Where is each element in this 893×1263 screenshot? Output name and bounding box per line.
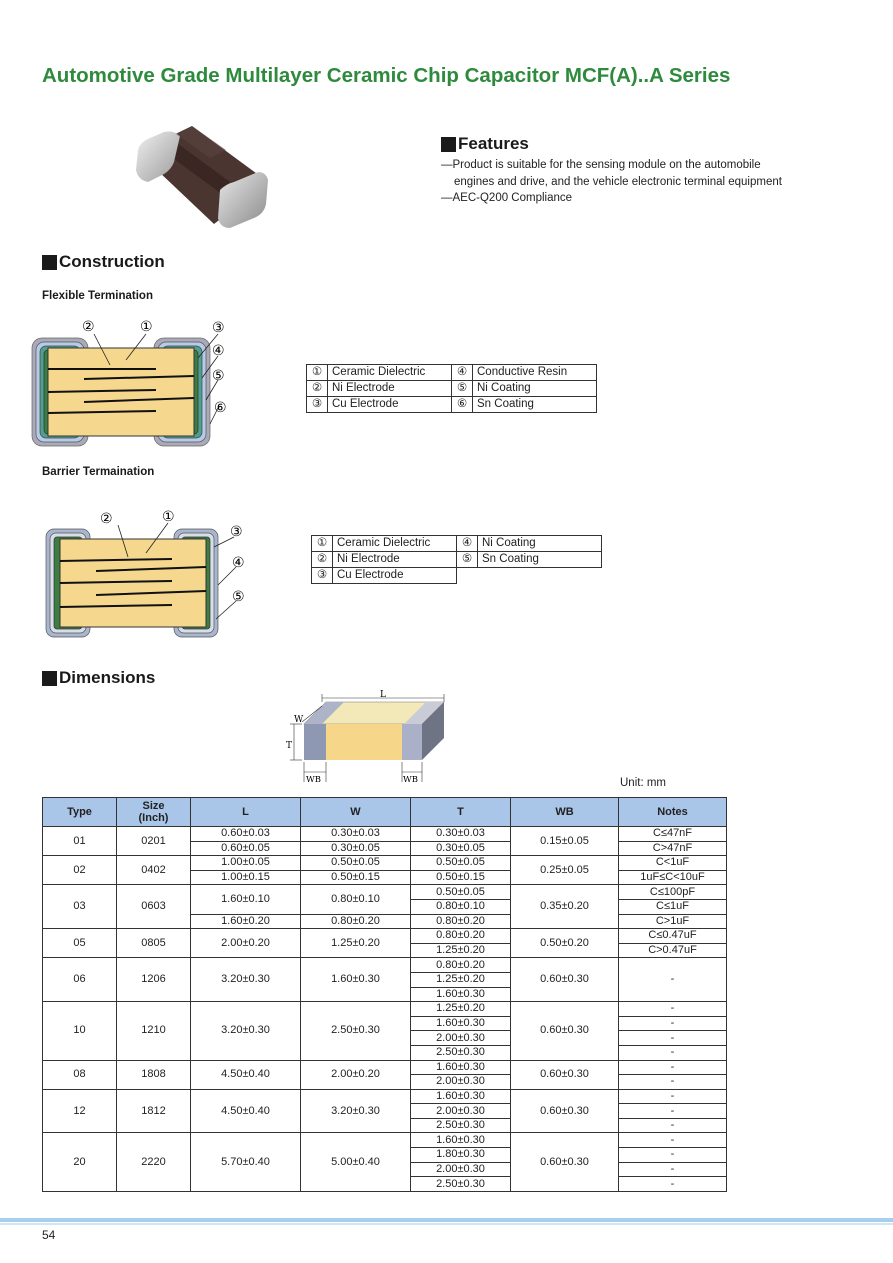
legend-row (307, 365, 597, 381)
column-header: T (411, 798, 511, 827)
table-cell: 3.20±0.30 (301, 1089, 411, 1133)
feature-item: engines and drive, and the vehicle electronic terminal equipment (454, 175, 782, 188)
table-cell: 0.30±0.03 (411, 827, 511, 842)
table-cell: 1.60±0.30 (411, 1060, 511, 1075)
table-cell: 0603 (117, 885, 191, 929)
table-cell: - (619, 1089, 727, 1104)
dimension-drawing (282, 688, 462, 788)
table-cell: 1.60±0.30 (301, 958, 411, 1002)
legend-number: ② (312, 552, 333, 568)
table-cell: 0.60±0.03 (191, 827, 301, 842)
marker-5: ⑤ (232, 589, 245, 605)
table-cell: - (619, 1148, 727, 1163)
marker-4: ④ (232, 555, 245, 571)
dim-label-WB-left: WB (306, 775, 321, 785)
page-number: 54 (42, 1228, 56, 1242)
marker-4: ④ (212, 343, 225, 359)
table-cell: 2.50±0.30 (411, 1118, 511, 1133)
legend-text: Ni Coating (478, 536, 602, 552)
dim-label-L: L (380, 690, 386, 700)
table-cell: 0.50±0.05 (411, 856, 511, 871)
table-cell: 1.00±0.05 (191, 856, 301, 871)
flexible-termination-diagram (28, 312, 243, 452)
marker-5: ⑤ (212, 368, 225, 384)
table-cell: 0.25±0.05 (511, 856, 619, 885)
table-cell: - (619, 1045, 727, 1060)
table-cell: 1.25±0.20 (411, 1002, 511, 1017)
table-cell: 2.00±0.20 (191, 929, 301, 958)
features-heading-text: Features (458, 134, 529, 153)
heading-square-icon (42, 671, 57, 686)
feature-item: —Product is suitable for the sensing module on the automobile (441, 159, 761, 171)
table-row (43, 856, 727, 871)
legend-text: Ceramic Dielectric (328, 365, 452, 381)
legend-number: ⑤ (452, 381, 473, 397)
table-cell: 20 (43, 1133, 117, 1191)
table-cell: C≤47nF (619, 827, 727, 842)
table-cell: 1.00±0.15 (191, 870, 301, 885)
table-cell: 1210 (117, 1002, 191, 1060)
table-cell: C>0.47uF (619, 943, 727, 958)
heading-square-icon (42, 255, 57, 270)
table-cell: - (619, 1118, 727, 1133)
table-cell: 1206 (117, 958, 191, 1002)
table-cell: 2.00±0.30 (411, 1031, 511, 1046)
column-header: Type (43, 798, 117, 827)
column-header: Size (Inch) (117, 798, 191, 827)
table-cell: 2.00±0.30 (411, 1162, 511, 1177)
table-cell: 06 (43, 958, 117, 1002)
table-cell: 0.30±0.03 (301, 827, 411, 842)
barrier-termination-diagram (40, 505, 255, 640)
table-cell: 1.60±0.10 (191, 885, 301, 914)
table-cell: 0.35±0.20 (511, 885, 619, 929)
table-cell: 4.50±0.40 (191, 1089, 301, 1133)
table-cell: 1.60±0.30 (411, 1089, 511, 1104)
legend-number: ③ (312, 568, 333, 584)
dim-label-T: T (286, 741, 293, 751)
table-cell: 0.50±0.15 (301, 870, 411, 885)
table-row (43, 1002, 727, 1017)
heading-square-icon (441, 137, 456, 152)
table-cell: 0.80±0.20 (411, 929, 511, 944)
legend-row (312, 568, 602, 584)
chip-capacitor-photo (130, 120, 270, 230)
table-cell: 0.50±0.15 (411, 870, 511, 885)
table-cell: 0.60±0.30 (511, 1133, 619, 1191)
table-cell: 2.50±0.30 (411, 1045, 511, 1060)
table-cell: 0201 (117, 827, 191, 856)
table-cell: 0.60±0.05 (191, 841, 301, 856)
barrier-termination-label: Barrier Termaination (42, 466, 155, 478)
legend-text: Ceramic Dielectric (333, 536, 457, 552)
legend-number: ④ (452, 365, 473, 381)
table-row (43, 885, 727, 900)
legend-row (312, 536, 602, 552)
legend-text: Ni Coating (473, 381, 597, 397)
legend-number: ⑥ (452, 397, 473, 413)
legend-row (307, 397, 597, 413)
legend-number: ⑤ (457, 552, 478, 568)
unit-label: Unit: mm (620, 777, 666, 789)
legend-text: Conductive Resin (473, 365, 597, 381)
table-cell: C<1uF (619, 856, 727, 871)
table-cell: 1.25±0.20 (301, 929, 411, 958)
legend-text: Ni Electrode (333, 552, 457, 568)
table-cell: 1.25±0.20 (411, 943, 511, 958)
table-cell: - (619, 1133, 727, 1148)
table-cell: 4.50±0.40 (191, 1060, 301, 1089)
table-cell: 10 (43, 1002, 117, 1060)
table-cell: 1808 (117, 1060, 191, 1089)
legend-text (478, 568, 602, 584)
features-heading (441, 134, 529, 154)
table-cell: 1.80±0.30 (411, 1148, 511, 1163)
table-cell: - (619, 1002, 727, 1017)
legend-text: Cu Electrode (333, 568, 457, 584)
table-row (43, 1133, 727, 1148)
table-cell: 2220 (117, 1133, 191, 1191)
legend-number: ① (312, 536, 333, 552)
dim-label-W: W (294, 715, 304, 725)
table-cell: - (619, 1162, 727, 1177)
table-cell: 1uF≤C<10uF (619, 870, 727, 885)
table-cell: C>47nF (619, 841, 727, 856)
table-cell: - (619, 958, 727, 1002)
table-cell: 1.60±0.30 (411, 987, 511, 1002)
table-cell: 05 (43, 929, 117, 958)
marker-2: ② (82, 319, 95, 335)
marker-3: ③ (230, 524, 243, 540)
table-cell: 0.60±0.30 (511, 1089, 619, 1133)
table-row (43, 1060, 727, 1075)
table-cell: 01 (43, 827, 117, 856)
table-cell: C≤1uF (619, 899, 727, 914)
legend-number: ② (307, 381, 328, 397)
table-cell: 0.15±0.05 (511, 827, 619, 856)
table-cell: 03 (43, 885, 117, 929)
table-cell: 1.60±0.20 (191, 914, 301, 929)
table-cell: - (619, 1177, 727, 1192)
table-cell: 1.25±0.20 (411, 972, 511, 987)
legend-text: Cu Electrode (328, 397, 452, 413)
table-row (43, 929, 727, 944)
marker-2: ② (100, 511, 113, 527)
construction-heading-text: Construction (59, 252, 165, 271)
footer-rule (0, 1218, 893, 1222)
table-cell: C≤100pF (619, 885, 727, 900)
table-cell: 5.00±0.40 (301, 1133, 411, 1191)
table-cell: 2.50±0.30 (301, 1002, 411, 1060)
flexible-termination-label: Flexible Termination (42, 290, 153, 302)
table-row (43, 827, 727, 842)
legend-text: Sn Coating (478, 552, 602, 568)
legend-number: ③ (307, 397, 328, 413)
table-cell: 1.60±0.30 (411, 1133, 511, 1148)
dim-label-WB-right: WB (403, 775, 418, 785)
table-cell: 0.80±0.20 (301, 914, 411, 929)
table-cell: - (619, 1075, 727, 1090)
table-cell: 0.80±0.10 (411, 899, 511, 914)
table-cell: 2.00±0.30 (411, 1104, 511, 1119)
marker-1: ① (140, 319, 153, 335)
barrier-legend-table (311, 535, 602, 584)
table-cell: 0.50±0.05 (411, 885, 511, 900)
flexible-legend-table (306, 364, 597, 413)
table-cell: 0.50±0.20 (511, 929, 619, 958)
dimensions-table (42, 797, 727, 1192)
table-row (43, 1089, 727, 1104)
table-cell: 0402 (117, 856, 191, 885)
table-cell: 2.00±0.20 (301, 1060, 411, 1089)
legend-text: Ni Electrode (328, 381, 452, 397)
table-row (43, 958, 727, 973)
legend-row (307, 381, 597, 397)
legend-row (312, 552, 602, 568)
table-cell: 0.30±0.05 (301, 841, 411, 856)
table-cell: 0.30±0.05 (411, 841, 511, 856)
feature-item: —AEC-Q200 Compliance (441, 192, 573, 204)
legend-number: ① (307, 365, 328, 381)
table-cell: C>1uF (619, 914, 727, 929)
legend-text: Sn Coating (473, 397, 597, 413)
table-cell: - (619, 1031, 727, 1046)
dimensions-heading-text: Dimensions (59, 668, 156, 687)
table-cell: 0.60±0.30 (511, 958, 619, 1002)
table-cell: 3.20±0.30 (191, 958, 301, 1002)
table-cell: - (619, 1104, 727, 1119)
column-header: W (301, 798, 411, 827)
table-cell: 2.00±0.30 (411, 1075, 511, 1090)
table-cell: 12 (43, 1089, 117, 1133)
table-cell: 0805 (117, 929, 191, 958)
table-cell: 02 (43, 856, 117, 885)
table-cell: 1.60±0.30 (411, 1016, 511, 1031)
legend-number (457, 568, 478, 584)
table-cell: C≤0.47uF (619, 929, 727, 944)
table-cell: 3.20±0.30 (191, 1002, 301, 1060)
dimensions-heading (42, 668, 155, 688)
table-cell: 0.50±0.05 (301, 856, 411, 871)
marker-6: ⑥ (214, 400, 227, 416)
footer-rule-thin (0, 1223, 893, 1225)
column-header: L (191, 798, 301, 827)
table-cell: - (619, 1016, 727, 1031)
legend-number: ④ (457, 536, 478, 552)
table-cell: 0.60±0.30 (511, 1002, 619, 1060)
marker-1: ① (162, 509, 175, 525)
table-cell: 2.50±0.30 (411, 1177, 511, 1192)
table-cell: 0.60±0.30 (511, 1060, 619, 1089)
table-cell: - (619, 1060, 727, 1075)
features-list (441, 157, 841, 207)
marker-3: ③ (212, 320, 225, 336)
page-title: Automotive Grade Multilayer Ceramic Chip Capacitor MCF(A)..A Series (42, 64, 731, 87)
table-cell: 5.70±0.40 (191, 1133, 301, 1191)
column-header: WB (511, 798, 619, 827)
table-cell: 0.80±0.20 (411, 958, 511, 973)
table-cell: 08 (43, 1060, 117, 1089)
construction-heading (42, 252, 165, 272)
column-header: Notes (619, 798, 727, 827)
table-cell: 0.80±0.10 (301, 885, 411, 914)
table-cell: 1812 (117, 1089, 191, 1133)
table-cell: 0.80±0.20 (411, 914, 511, 929)
